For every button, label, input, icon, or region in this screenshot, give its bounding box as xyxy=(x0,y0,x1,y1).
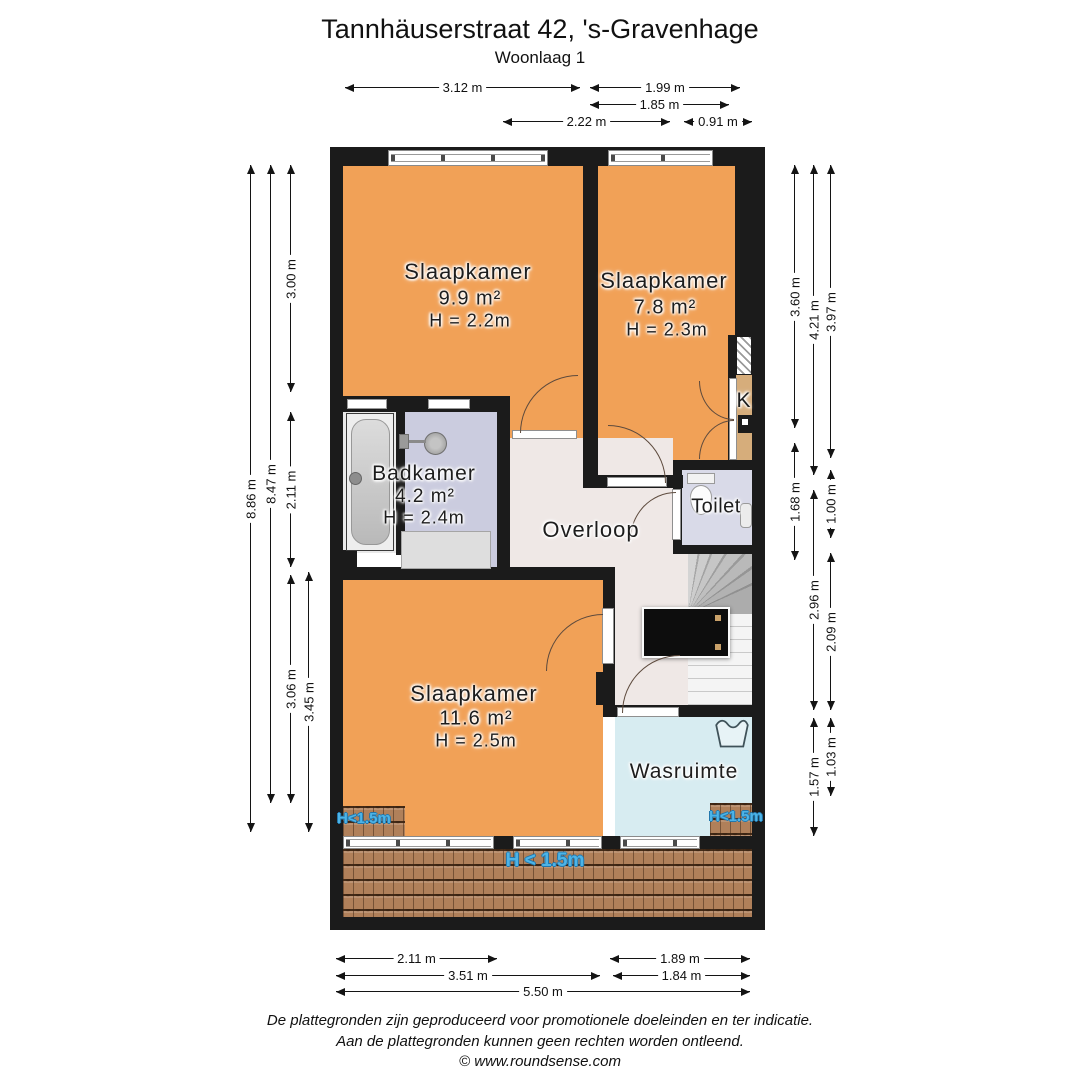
wall-corner-top-right xyxy=(735,147,765,337)
dimension-right-3 xyxy=(806,165,822,475)
window-top-left xyxy=(388,150,548,166)
dimension-label: 1.84 m xyxy=(658,968,706,983)
wall-niche-right xyxy=(428,399,470,409)
cabinet-knob-bottom xyxy=(715,644,721,650)
dimension-label: 2.11 m xyxy=(393,951,440,966)
window-top-right xyxy=(608,150,713,166)
dimension-right-1 xyxy=(787,165,803,428)
wash-tub-icon xyxy=(714,716,750,750)
dimension-right-8 xyxy=(823,553,839,710)
label-bedroom-bottom-ceiling: H = 2.5m xyxy=(435,730,517,751)
wall-toilet-bottom xyxy=(673,545,752,554)
dimension-left-total xyxy=(243,165,259,832)
dimension-label: 3.51 m xyxy=(444,968,492,983)
dimension-top-5 xyxy=(684,113,752,129)
dimension-left-2 xyxy=(263,165,279,803)
dimension-label: 8.47 m xyxy=(264,460,279,508)
dimension-label: 3.06 m xyxy=(284,665,299,713)
dimension-bottom-1 xyxy=(336,950,497,966)
dimension-label: 3.60 m xyxy=(788,273,803,321)
dimension-label: 1.57 m xyxy=(807,753,822,801)
wall-bathroom-landing xyxy=(497,408,510,570)
dimension-label: 1.68 m xyxy=(788,478,803,526)
window-bottom-2 xyxy=(513,836,602,849)
wall-toilet-top xyxy=(673,460,752,470)
page-subtitle: Woonlaag 1 xyxy=(494,48,586,67)
dimension-bottom-3 xyxy=(336,967,600,983)
low-headroom-label-right: H<1.5m xyxy=(709,808,763,825)
label-bedroom-top-left-ceiling: H = 2.2m xyxy=(429,310,511,331)
room-landing-floor-sliver xyxy=(673,554,688,567)
dimension-right-5 xyxy=(806,718,822,836)
dimension-bottom-5 xyxy=(336,983,750,999)
window-glass-line xyxy=(611,154,710,162)
wall-pier-bottom-2 xyxy=(602,836,620,849)
footer-disclaimer-line2: Aan de plattegronden kunnen geen rechten worden ontleend. xyxy=(336,1033,744,1050)
closet-fixture-dot xyxy=(742,419,748,425)
dimension-label: 1.89 m xyxy=(656,951,704,966)
dimension-label: 2.11 m xyxy=(284,466,299,513)
label-bedroom-top-right-ceiling: H = 2.3m xyxy=(626,319,708,340)
dimension-label: 3.00 m xyxy=(284,255,299,303)
page-title: Tannhäuserstraat 42, 's-Gravenhage xyxy=(321,14,759,44)
window-bottom-1 xyxy=(343,836,494,849)
dimension-label: 5.50 m xyxy=(519,984,567,999)
label-closet: K xyxy=(736,389,752,412)
dimension-bottom-2 xyxy=(610,950,750,966)
staircase-winder xyxy=(688,554,752,614)
label-bathroom-ceiling: H = 2.4m xyxy=(383,507,465,528)
wall-niche-left xyxy=(347,399,387,409)
dimension-label: 1.03 m xyxy=(824,733,839,781)
dimension-label: 3.45 m xyxy=(302,678,317,726)
dimension-top-3 xyxy=(590,96,729,112)
dimension-right-6 xyxy=(823,165,839,458)
label-laundry: Wasruimte xyxy=(629,760,739,783)
dimension-label: 4.21 m xyxy=(807,296,822,344)
dimension-label: 2.96 m xyxy=(807,576,822,624)
cabinet-dark xyxy=(642,607,730,658)
footer-disclaimer-line1: De plattegronden zijn geproduceerd voor promotionele doeleinden en ter indicatie. xyxy=(266,1012,814,1029)
bathtub-faucet xyxy=(349,472,362,485)
cabinet-knob-top xyxy=(715,615,721,621)
dimension-label: 1.99 m xyxy=(641,80,689,95)
dimension-right-2 xyxy=(787,443,803,560)
wall-stub-bedroom3 xyxy=(596,672,615,705)
shower-head-icon xyxy=(424,432,447,455)
label-landing: Overloop xyxy=(542,517,640,542)
label-bedroom-top-right-area: 7.8 m² xyxy=(633,296,697,319)
dimension-top-1 xyxy=(345,79,580,95)
wall-pier-bottom-3 xyxy=(700,836,752,849)
dimension-label: 1.00 m xyxy=(824,480,839,528)
bathroom-vanity xyxy=(401,531,491,569)
door-bedroom-bottom xyxy=(602,608,614,664)
low-headroom-label-roof: H < 1.5m xyxy=(505,850,585,871)
dimension-label: 2.09 m xyxy=(824,608,839,656)
shower-valve xyxy=(399,434,409,449)
dimension-left-5 xyxy=(283,575,299,803)
window-glass-line xyxy=(346,839,491,847)
label-toilet: Toilet xyxy=(691,495,741,518)
dimension-label: 2.22 m xyxy=(563,114,611,129)
dimension-left-6 xyxy=(301,572,317,832)
dimension-top-2 xyxy=(590,79,740,95)
label-bedroom-top-left-area: 9.9 m² xyxy=(438,287,502,310)
toilet-sink xyxy=(740,503,752,528)
dimension-left-4 xyxy=(283,412,299,567)
dimension-right-4 xyxy=(806,490,822,710)
toilet-tank xyxy=(687,473,715,484)
wall-pier-bottom-1 xyxy=(494,836,513,849)
low-headroom-label-left: H<1.5m xyxy=(337,810,391,827)
wall-between-bedrooms xyxy=(583,166,598,487)
dimension-label: 3.12 m xyxy=(439,80,487,95)
label-bathroom-area: 4.2 m² xyxy=(395,486,455,507)
dimension-label: 0.91 m xyxy=(694,114,742,129)
label-bedroom-bottom-area: 11.6 m² xyxy=(439,707,513,730)
window-glass-line xyxy=(516,839,599,847)
dimension-label: 1.85 m xyxy=(636,97,684,112)
label-bathroom-name: Badkamer xyxy=(372,462,476,485)
dimension-right-7 xyxy=(823,470,839,538)
footer-credit: © www.roundsense.com xyxy=(459,1053,621,1070)
dimension-label: 3.97 m xyxy=(824,288,839,336)
duct-shaft-hatch xyxy=(736,335,752,375)
window-glass-line xyxy=(623,839,697,847)
dimension-left-3 xyxy=(283,165,299,392)
label-bedroom-top-right-name: Slaapkamer xyxy=(600,268,728,293)
label-bedroom-bottom-name: Slaapkamer xyxy=(410,681,538,706)
window-glass-line xyxy=(391,154,545,162)
wall-outer-bottom xyxy=(330,917,765,930)
dimension-top-4 xyxy=(503,113,670,129)
dimension-label: 8.86 m xyxy=(244,475,259,523)
dimension-right-9 xyxy=(823,718,839,796)
dimension-bottom-4 xyxy=(613,967,750,983)
window-bottom-3 xyxy=(620,836,700,849)
label-bedroom-top-left-name: Slaapkamer xyxy=(404,259,532,284)
